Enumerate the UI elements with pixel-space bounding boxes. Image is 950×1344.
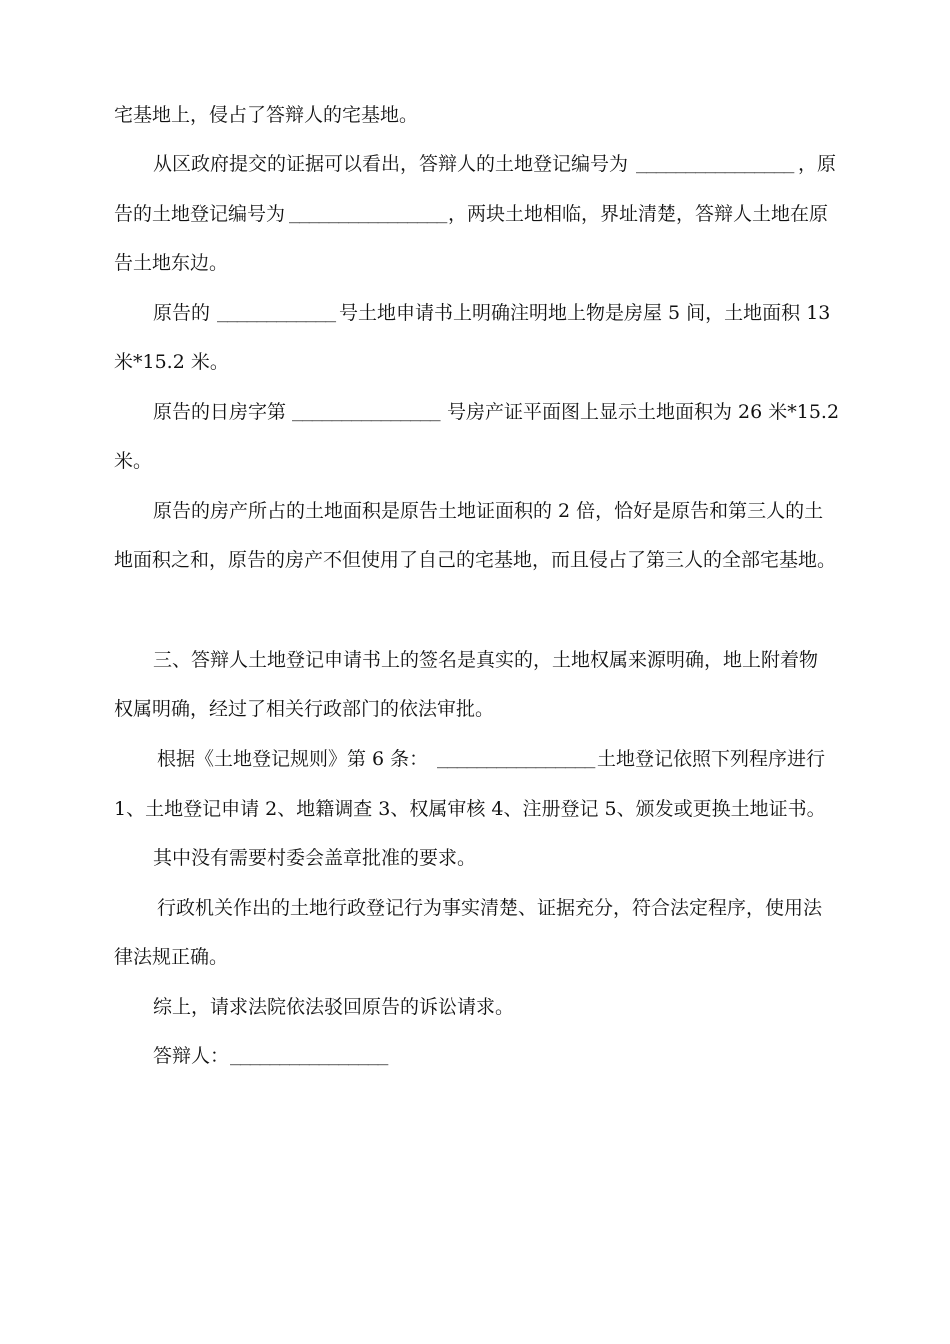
paragraph-line [0, 742, 950, 776]
text: 从区政府提交的证据可以看出，答辩人的土地登记编号为 [153, 153, 629, 175]
text: 原告的 [153, 302, 211, 324]
paragraph-line [0, 147, 950, 181]
text: ，两块土地相临，界址清楚，答辩人土地在原 [448, 203, 829, 225]
text: 1、土地登记申请 2、地籍调查 3、权属审核 4、注册登记 5、颁发或更换土地证书。 [114, 798, 826, 820]
text: 其中没有需要村委会盖章批准的要求。 [153, 847, 477, 869]
text: 行政机关作出的土地行政登记行为事实清楚、证据充分，符合法定程序，使用法 [157, 897, 823, 919]
paragraph-line [0, 444, 950, 478]
paragraph-line [0, 891, 950, 925]
fill-in-blank: ________________ [437, 748, 595, 769]
paragraph-line [0, 296, 950, 330]
text: 律法规正确。 [114, 946, 229, 968]
fill-in-blank: _______________ [292, 401, 440, 422]
paragraph-line [0, 643, 950, 677]
text: 地面积之和，原告的房产不但使用了自己的宅基地，而且侵占了第三人的全部宅基地。 [114, 549, 837, 571]
paragraph-line [0, 98, 950, 132]
text: 告土地东边。 [114, 252, 229, 274]
paragraph-line [0, 692, 950, 726]
paragraph-line [0, 246, 950, 280]
fill-in-blank: ________________ [289, 203, 447, 224]
paragraph-line [0, 345, 950, 379]
text: 原告的日房字第 [153, 401, 287, 423]
paragraph-line [0, 197, 950, 231]
text: 根据《土地登记规则》第 6 条： [157, 748, 429, 770]
signature-blank: ________________ [230, 1045, 388, 1066]
text: 宅基地上，侵占了答辩人的宅基地。 [114, 104, 419, 126]
text: 号土地申请书上明确注明地上物是房屋 5 间，土地面积 13 [339, 302, 831, 324]
paragraph-line [0, 543, 950, 577]
paragraph-line [0, 792, 950, 826]
paragraph-line [0, 841, 950, 875]
text: ，原 [798, 153, 837, 175]
text: 号房产证平面图上显示土地面积为 26 米*15.2 [447, 401, 840, 423]
signature-line [0, 1039, 950, 1073]
text: 米。 [114, 450, 153, 472]
text: 权属明确，经过了相关行政部门的依法审批。 [114, 698, 495, 720]
paragraph-line [0, 990, 950, 1024]
text: 综上，请求法院依法驳回原告的诉讼请求。 [153, 996, 515, 1018]
paragraph-line [0, 494, 950, 528]
text: 告的土地登记编号为 [114, 203, 286, 225]
text: 原告的房产所占的土地面积是原告土地证面积的 2 倍，恰好是原告和第三人的土 [153, 500, 824, 522]
signature-label: 答辩人： [153, 1045, 230, 1067]
paragraph-line [0, 395, 950, 429]
text: 土地登记依照下列程序进行 [597, 748, 826, 770]
text: 三、答辩人土地登记申请书上的签名是真实的，土地权属来源明确，地上附着物 [153, 649, 819, 671]
text: 米*15.2 米。 [114, 351, 229, 373]
fill-in-blank: ________________ [636, 153, 794, 174]
fill-in-blank: ____________ [217, 302, 336, 323]
paragraph-line [0, 940, 950, 974]
